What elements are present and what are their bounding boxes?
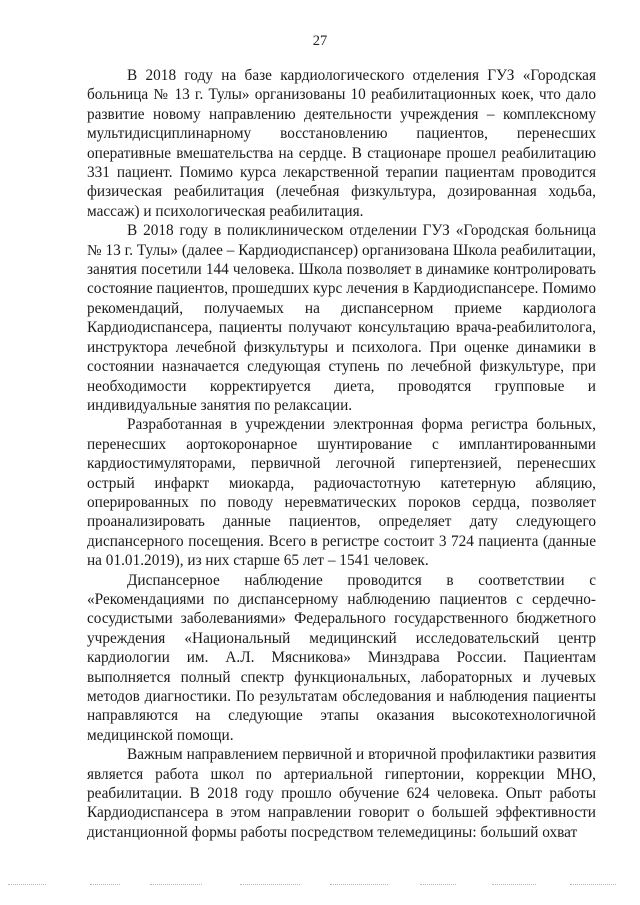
scan-artifact-strip: [0, 884, 640, 890]
scan-artifact: [570, 884, 616, 886]
scan-artifact: [8, 884, 46, 886]
scan-artifact: [330, 884, 388, 886]
paragraph-rehabilitation-beds: В 2018 году на базе кардиологического отделения ГУЗ «Городская больница № 13 г. Тулы» организованы 10 реабилитационных коек, что дало развитие новому направлению деятельности учреждения – комплексному мультидисциплинарному восстановлению пациентов, перенесших оперативные вмешательства на сердце. В стационаре прошел реабилитацию 331 пациент. Помимо курса лекарственной терапии пациентам проводится физическая реабилитация (лечебная физкультура, дозированная ходьба, массаж) и психологическая реабилитация.: [87, 67, 596, 220]
paragraph-prevention-schools: Важным направлением первичной и вторичной профилактики развития является работа школ по артериальной гипертонии, коррекции МНО, реабилитации. В 2018 году прошло обучение 624 человека. Опыт работы Кардиодиспансера в этом направлении говорит о большей эффективности дистанционной формы работы посредством телемедицины: больший охват: [87, 746, 596, 841]
scan-artifact: [240, 884, 300, 886]
document-body: [87, 66, 596, 842]
scan-artifact: [150, 884, 202, 886]
paragraph-patient-register: Разработанная в учреждении электронная форма регистра больных, перенесших аортокоронарное шунтирование с имплантированными кардиостимуляторами, первичной легочной гипертензией, перенесших острый инфаркт миокарда, радиочастотную катетерную абляцию, оперированных по поводу неревматических пороков сердца, позволяет проанализировать данные пациентов, определяет дату следующего диспансерного посещения. Всего в регистре состоит 3 724 пациента (данные на 01.01.2019), из них старше 65 лет – 1541 человек.: [87, 416, 596, 570]
scan-artifact: [90, 884, 120, 886]
scan-artifact: [420, 884, 456, 886]
paragraph-dispensary-observation: Диспансерное наблюдение проводится в соответствии с «Рекомендациями по диспансерному наблюдению пациентов с сердечно-сосудистыми заболеваниями» Федерального государственного бюджетного учреждения «Национальный медицинский исследовательский центр кардиологии им. А.Л. Мясникова» Минздрава России. Пациентам выполняется полный спектр функциональных, лабораторных и лучевых методов диагностики. По результатам обследования и наблюдения пациенты направляются на следующие этапы оказания высокотехнологичной медицинской помощи.: [87, 571, 596, 744]
scan-artifact: [492, 884, 536, 886]
page-number: 27: [312, 33, 328, 49]
paragraph-rehabilitation-school: В 2018 году в поликлиническом отделении ГУЗ «Городская больница № 13 г. Тулы» (далее – Кардиодиспансер) организована Школа реабилитации, занятия посетили 144 человека. Школа позволяет в динамике контролировать состояние пациентов, прошедших курс лечения в Кардиодиспансере. Помимо рекомендаций, получаемых на диспансерном приеме кардиолога Кардиодиспансера, пациенты получают консультацию врача-реабилитолога, инструктора лечебной физкультуры и психолога. При оценке динамики в состоянии назначается следующая ступень по лечебной физкультуре, при необходимости корректируется диета, проводятся групповые и индивидуальные занятия по релаксации.: [87, 222, 596, 414]
